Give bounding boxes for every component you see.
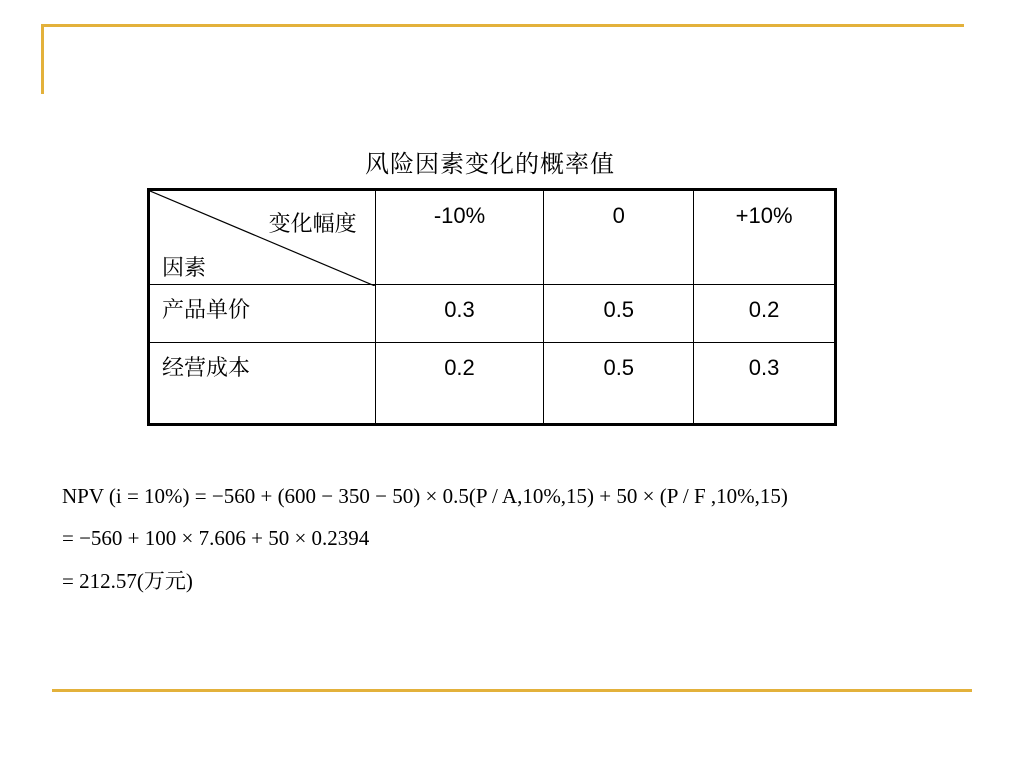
table-cell: 0.2 [694, 285, 836, 343]
bottom-accent-line [52, 689, 972, 692]
slide-title: 风险因素变化的概率值 [365, 150, 615, 178]
table-cell: 0.5 [544, 285, 694, 343]
row-label: 经营成本 [149, 343, 376, 425]
probability-table [147, 188, 837, 426]
table-header-row [149, 190, 836, 285]
formula-line-2: = −560 + 100 × 7.606 + 50 × 0.2394 [62, 526, 370, 550]
table-cell: 0.5 [544, 343, 694, 425]
corner-cell [149, 190, 376, 285]
left-accent-line [41, 24, 44, 94]
top-accent-line [44, 24, 964, 27]
table-cell: 0.3 [375, 285, 544, 343]
table-cell: 0.2 [375, 343, 544, 425]
table-row [149, 343, 836, 425]
header-minus-10: -10% [375, 190, 544, 285]
formula-line-3: = 212.57(万元) [62, 569, 193, 593]
row-label: 产品单价 [149, 285, 376, 343]
formula-line-1: NPV (i = 10%) = −560 + (600 − 350 − 50) × 0.5(P / A,10%,15) + 50 × (P / F ,10%,15) [62, 484, 788, 508]
table-cell: 0.3 [694, 343, 836, 425]
header-zero: 0 [544, 190, 694, 285]
corner-bottom-label: 因素 [162, 256, 207, 281]
header-plus-10: +10% [694, 190, 836, 285]
table-row [149, 285, 836, 343]
corner-top-label: 变化幅度 [268, 212, 357, 237]
